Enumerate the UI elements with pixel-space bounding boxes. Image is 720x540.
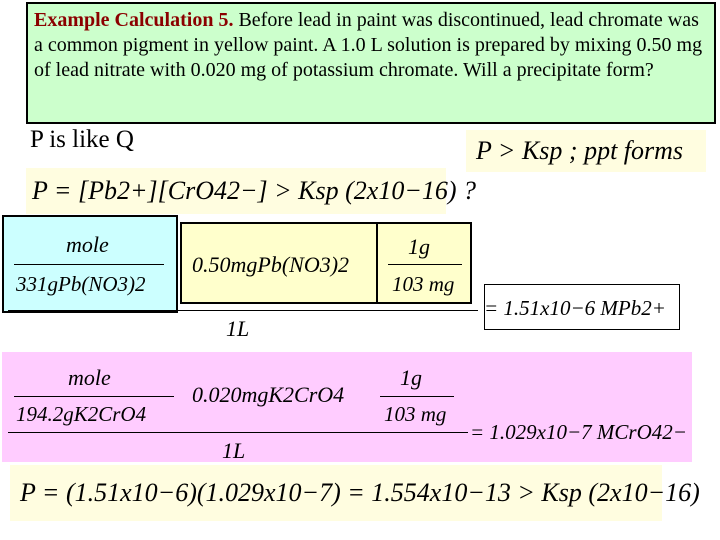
- condition-formula: [466, 130, 706, 172]
- lead-main-frac-line: [8, 310, 478, 311]
- problem-heading: Example Calculation 5.: [34, 9, 234, 31]
- lead-result: = 1.51x10−6 MPb2+: [484, 296, 666, 320]
- chromate-denominator: 1L: [222, 438, 246, 463]
- note-text: P is like Q: [30, 126, 134, 153]
- chromate-frac-line-right: [380, 396, 454, 397]
- lead-denominator: 1L: [226, 316, 250, 341]
- chromate-num-right: 1g: [400, 365, 422, 390]
- lead-num-right: 1g: [408, 234, 430, 259]
- chromate-den-right: 103 mg: [384, 402, 447, 426]
- problem-text: Before lead in paint was discontinued, lead chromate was a common pigment in yellow paint. A 1.0 L solution is prepared by mixing 0.50 mg of lead nitrate with 0.020 mg of potassium chromate. Will a precipitate form?: [34, 9, 703, 81]
- lead-den-right: 103 mg: [392, 272, 455, 296]
- p-expression-text: P = [Pb2+][CrO42−] > Ksp (2x10−16) ?: [32, 176, 477, 205]
- final-calculation: [10, 465, 700, 521]
- lead-middle: 0.50mgPb(NO3)2: [192, 252, 350, 277]
- problem-statement: [26, 2, 716, 124]
- condition-text: P > Ksp ; ppt forms: [476, 136, 684, 165]
- chromate-den-left: 194.2gK2CrO4: [16, 402, 147, 426]
- lead-den-left: 331gPb(NO3)2: [16, 272, 146, 296]
- chromate-middle: 0.020mgK2CrO4: [192, 382, 345, 407]
- chromate-frac-line-left: [14, 396, 174, 397]
- final-text: P = (1.51x10−6)(1.029x10−7) = 1.554x10−13 > Ksp (2x10−16): [20, 478, 700, 507]
- lead-frac-line-left: [14, 264, 164, 265]
- lead-num-left: mole: [66, 232, 109, 257]
- chromate-main-frac-line: [8, 432, 468, 433]
- p-expression: [26, 168, 477, 214]
- chromate-result: = 1.029x10−7 MCrO42−: [470, 420, 687, 444]
- chromate-num-left: mole: [68, 365, 111, 390]
- lead-frac-line-right: [388, 264, 462, 265]
